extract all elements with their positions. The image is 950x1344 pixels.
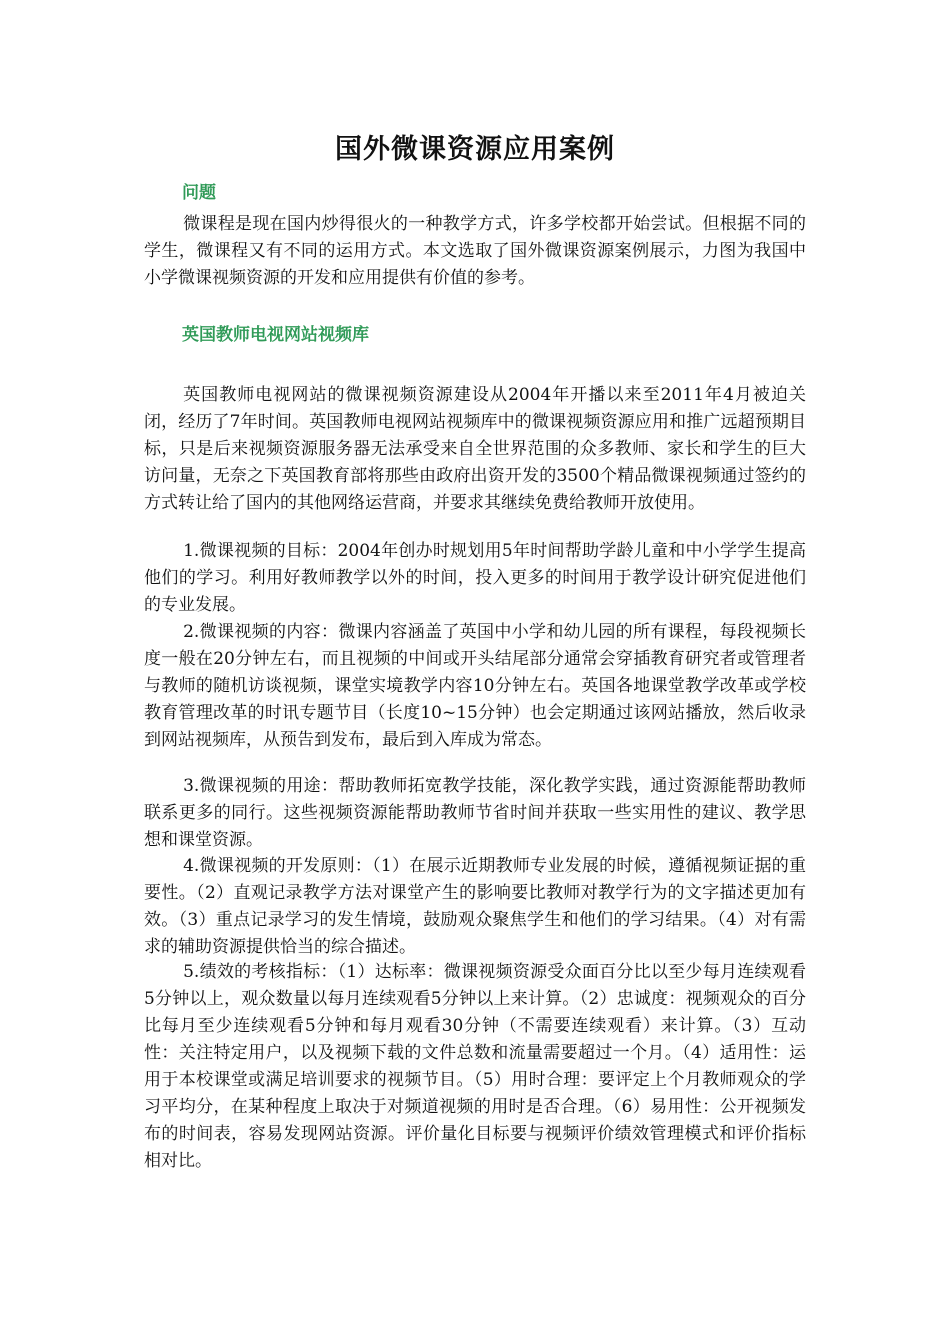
paragraph-principles: 4.微课视频的开发原则：（1）在展示近期教师专业发展的时候，遵循视频证据的重要性。（2）直观记录教学方法对课堂产生的影响要比教师对教学行为的文字描述更加有效。（3）重点记录学习的发生情境，鼓励观众聚焦学生和他们的学习结果。（4）对有需求的辅助资源提供恰当的综合描述。 <box>144 856 806 957</box>
paragraph-content: 2.微课视频的内容：微课内容涵盖了英国中小学和幼儿园的所有课程，每段视频长度一般在20分钟左右，而且视频的中间或开头结尾部分通常会穿插教育研究者或管理者与教师的随机访谈视频，课堂实境教学内容10分钟左右。英国各地课堂教学改革或学校教育管理改革的时讯专题节目（长度10~15分钟）也会定期通过该网站播放，然后收录到网站视频库，从预告到发布，最后到入库成为常态。 <box>144 622 806 750</box>
paragraph-performance: 5.绩效的考核指标：（1）达标率：微课视频资源受众面百分比以至少每月连续观看5分钟以上，观众数量以每月连续观看5分钟以上来计算。（2）忠诚度：视频观众的百分比每月至少连续观看5分钟和每月观看30分钟（不需要连续观看）来计算。（3）互动性：关注特定用户，以及视频下载的文件总数和流量需要超过一个月。（4）适用性：运用于本校课堂或满足培训要求的视频节目。（5）用时合理：要评定上个月教师观众的学习平均分，在某种程度上取决于对频道视频的用时是否合理。（6）易用性：公开视频发布的时间表，容易发现网站资源。评价量化目标要与视频评价绩效管理模式和评价指标相对比。 <box>144 962 806 1171</box>
paragraph-intro: 微课程是现在国内炒得很火的一种教学方式，许多学校都开始尝试。但根据不同的学生，微课程又有不同的运用方式。本文选取了国外微课资源案例展示，力图为我国中小学微课视频资源的开发和应用提供有价值的参考。 <box>144 214 806 288</box>
section-heading-uk-teachers-tv: 英国教师电视网站视频库 <box>182 325 369 345</box>
paragraph-usage: 3.微课视频的用途：帮助教师拓宽教学技能，深化教学实践，通过资源能帮助教师联系更多的同行。这些视频资源能帮助教师节省时间并获取一些实用性的建议、教学思想和课堂资源。 <box>144 776 806 850</box>
document-title: 国外微课资源应用案例 <box>335 134 615 165</box>
paragraph-goal: 1.微课视频的目标：2004年创办时规划用5年时间帮助学龄儿童和中小学学生提高他们的学习。利用好教师教学以外的时间，投入更多的时间用于教学设计研究促进他们的专业发展。 <box>144 541 806 615</box>
section-heading-problem: 问题 <box>182 183 216 203</box>
paragraph-uk-overview: 英国教师电视网站的微课视频资源建设从2004年开播以来至2011年4月被迫关闭，经历了7年时间。英国教师电视网站视频库中的微课视频资源应用和推广远超预期目标，只是后来视频资源服务器无法承受来自全世界范围的众多教师、家长和学生的巨大访问量，无奈之下英国教育部将那些由政府出资开发的3500个精品微课视频通过签约的方式转让给了国内的其他网络运营商，并要求其继续免费给教师开放使用。 <box>144 385 806 513</box>
